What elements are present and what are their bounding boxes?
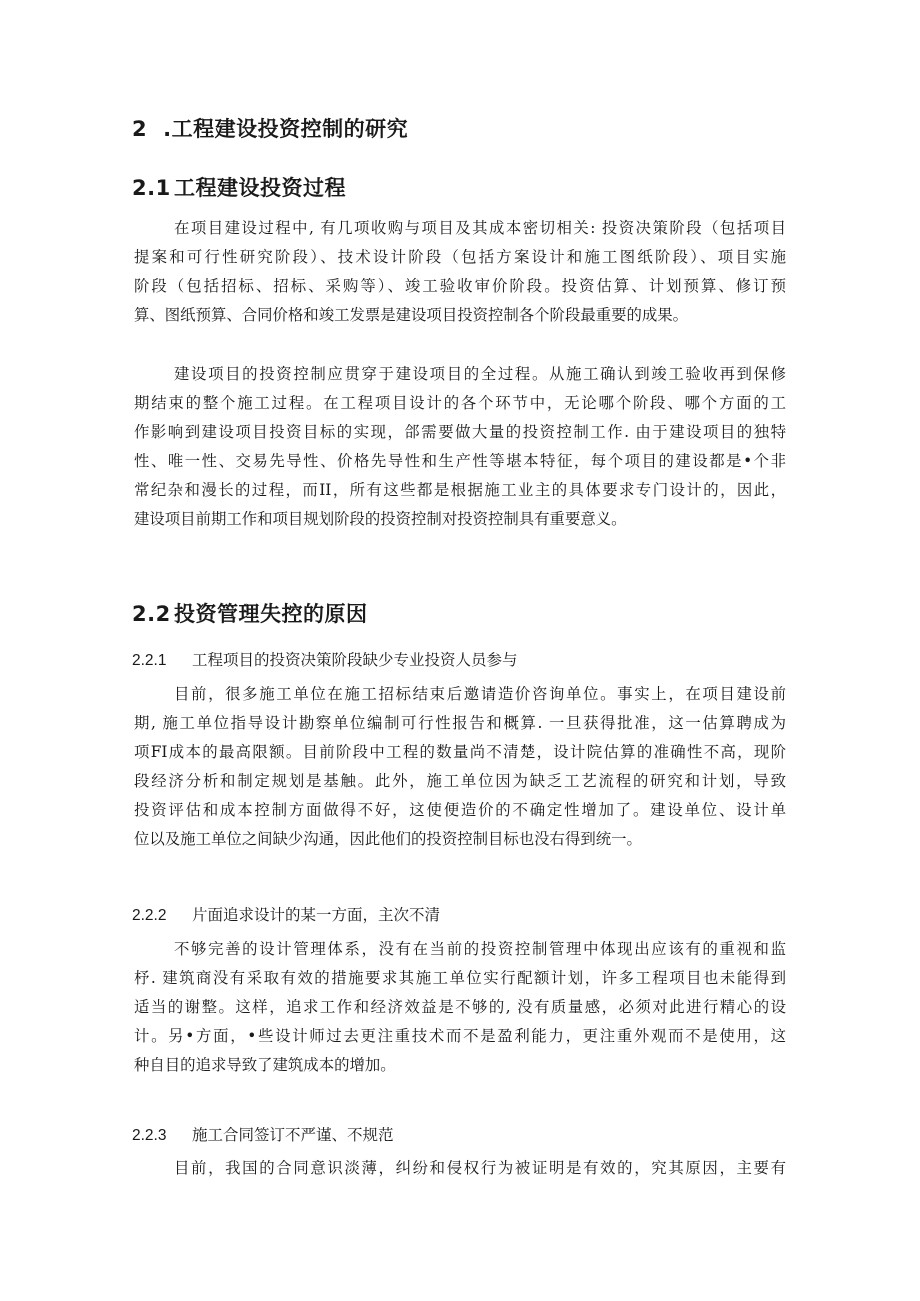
- text-line: 常纪杂和漫长的过程，而II，所有这些都是根据施工业主的具体要求专门设计的，因此，: [134, 481, 786, 499]
- paragraph-2-2-2: [134, 935, 786, 1080]
- text-line: 性、唯一性、交易先导性、价格先导性和生产性等堪本特征，每个项目的建设都是•个非: [134, 452, 786, 470]
- text-line: 算、图纸预算、合同价格和竣工发票是建设项目投资控制各个阶段最重要的成果。: [134, 306, 689, 324]
- text-line: 位以及施工单位之间缺少沟通，因此他们的投资控制目标也没右得到统一。: [134, 830, 642, 848]
- subsection-number: 2.1: [132, 176, 171, 200]
- text-line: 目前，我国的合同意识淡薄，纠纷和侵权行为被证明是有效的，究其原因，主要有: [174, 1159, 786, 1177]
- text-line: 阶段（包括招标、招标、采购等）、竣工验收审价阶段。投资估算、计划预算、修订预: [134, 277, 786, 295]
- text-line: 种自目的追求导致了建筑成本的增加。: [134, 1056, 396, 1074]
- text-line: 不够完善的设计管理体系，没有在当前的投资控制管理中体现出应该有的重视和监: [174, 940, 786, 958]
- subsection-title: 工程建设投资过程: [174, 176, 346, 200]
- subsubsection-number: 2.2.2: [132, 907, 167, 924]
- paragraph-2-2-3: [134, 1154, 786, 1183]
- text-line: 作影响到建设项目投资目标的实现，郃需要做大量的投资控制工作. 由于建设项目的独特: [134, 423, 786, 441]
- text-line: 建设项目前期工作和项目规划阶段的投资控制对投资控制具有重要意义。: [134, 510, 627, 528]
- subsection-heading-2-2: [132, 598, 368, 628]
- text-line: 适当的谢整。这样，追求工作和经济效益是不够的, 没有质量感，必须对此进行精心的设: [134, 998, 786, 1016]
- section-title: .工程建设投资控制的研究: [163, 117, 409, 141]
- subsection-heading-2-1: [132, 172, 346, 202]
- section-number: 2: [132, 117, 148, 141]
- section-heading: [132, 113, 408, 143]
- text-line: 提案和可行性研究阶段）、技术设计阶段（包括方案设计和施工图纸阶段）、项目实施: [134, 248, 786, 266]
- subsubsection-title: 片面追求设计的某一方面，主次不清: [192, 906, 441, 924]
- subsubsection-number: 2.2.1: [132, 652, 167, 669]
- subsection-title: 投资管理失控的原因: [174, 602, 368, 626]
- text-line: 计。另•方面，•些设计师过去更注重技术而不是盈利能力，更注重外观而不是使用，这: [134, 1027, 786, 1045]
- text-line: 投资评估和成本控制方面做得不好，这使便造价的不确定性增加了。建设单位、设计单: [134, 801, 786, 819]
- text-line: 建设项目的投资控制应贯穿于建设项目的全过程。从施工确认到竣工验收再到保修: [174, 365, 786, 383]
- text-line: 杼. 建筑商没有采取有效的措施要求其施工单位实行配额计划，许多工程项目也未能得到: [134, 969, 786, 987]
- text-line: 在项目建设过程中, 有几项收购与项目及其成本密切相关: 投资决策阶段（包括项目: [174, 219, 786, 237]
- text-line: 期, 施工单位指导设计勘察单位编制可行性报告和概算. 一旦获得批准，这一估算聘成为: [134, 714, 786, 732]
- subsection-number: 2.2: [132, 602, 171, 626]
- subsubsection-heading-2-2-3: [132, 1123, 394, 1145]
- paragraph-2-1-b: [134, 360, 786, 534]
- subsubsection-heading-2-2-2: [132, 903, 440, 925]
- subsubsection-number: 2.2.3: [132, 1127, 167, 1144]
- subsubsection-title: 施工合同签订不严谨、不规范: [192, 1126, 394, 1144]
- text-line: 段经济分析和制定规划是基触。此外，施工单位因为缺乏工艺流程的研究和计划，导致: [134, 772, 786, 790]
- paragraph-2-2-1: [134, 680, 786, 854]
- subsubsection-heading-2-2-1: [132, 648, 518, 670]
- paragraph-2-1-a: [134, 214, 786, 330]
- subsubsection-title: 工程项目的投资决策阶段缺少专业投资人员参与: [192, 651, 518, 669]
- text-line: 期结束的整个施工过程。在工程项目设计的各个环节中，无论哪个阶段、哪个方面的工: [134, 394, 786, 412]
- text-line: 目前，很多施工单位在施工招标结束后邀请造价咨询单位。事实上，在项目建设前: [174, 685, 786, 703]
- text-line: 项FI成本的最高限额。目前阶段中工程的数量尚不清楚，设计院估算的准确性不高，现阶: [134, 743, 786, 761]
